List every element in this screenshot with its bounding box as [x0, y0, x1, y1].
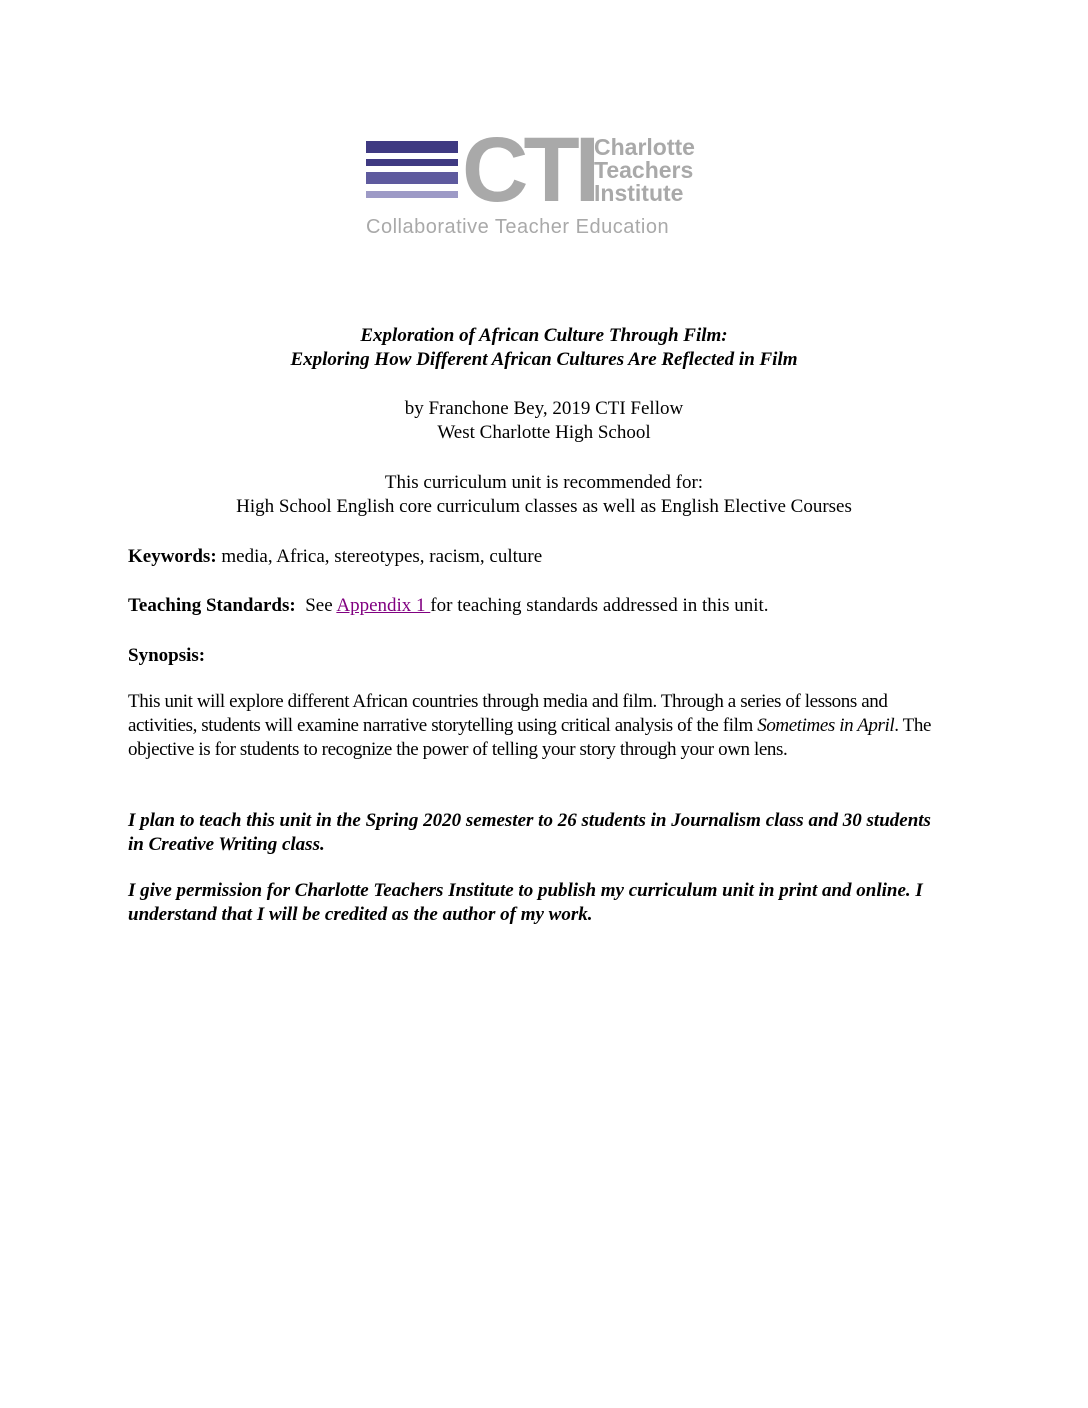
- logo-name: [594, 136, 695, 205]
- standards-see-text: See: [295, 595, 337, 616]
- cti-logo: [366, 119, 726, 242]
- keywords-value: media, Africa, stereotypes, racism, culture: [216, 546, 543, 567]
- logo-bar: [366, 172, 458, 184]
- logo-mark: CTI: [462, 119, 596, 221]
- synopsis-text-end: . The objective is for students to recognize the power of telling your story through your own lens.: [128, 715, 931, 760]
- recommendation-audience: High School English core curriculum classes as well as English Elective Courses: [236, 496, 852, 517]
- keywords-label: Keywords:: [128, 546, 217, 567]
- teaching-standards-line: [128, 594, 958, 618]
- permission-statement: I give permission for Charlotte Teachers Institute to publish my curriculum unit in print and online. I understand that I will be credited as the author of my work.: [128, 880, 923, 925]
- appendix-link[interactable]: Appendix 1: [336, 595, 431, 616]
- logo-tagline: Collaborative Teacher Education: [366, 216, 670, 238]
- recommendation-intro: This curriculum unit is recommended for:: [384, 472, 704, 493]
- film-title: Sometimes in April: [757, 715, 895, 736]
- unit-title: Exploration of African Culture Through Film:: [360, 325, 728, 346]
- logo-bars-graphic: [366, 141, 458, 211]
- standards-rest-text: for teaching standards addressed in this unit.: [430, 595, 769, 616]
- logo-bar: [366, 191, 458, 198]
- keywords-line: [128, 545, 958, 569]
- author-school: West Charlotte High School: [437, 422, 651, 443]
- unit-subtitle: Exploring How Different African Cultures Are Reflected in Film: [290, 349, 798, 370]
- logo-bar: [366, 141, 458, 153]
- logo-name-line: Teachers: [594, 157, 694, 183]
- logo-name-line: Institute: [594, 180, 684, 206]
- synopsis-heading: Synopsis:: [128, 645, 206, 666]
- logo-bar: [366, 159, 458, 166]
- logo-name-line: Charlotte: [594, 134, 695, 160]
- synopsis-text: This unit will explore different African countries through media and film. Through a series of lessons and activities, students will examine narrative storytelling using critical analysis of the film: [128, 691, 888, 736]
- plan-statement: I plan to teach this unit in the Spring 2020 semester to 26 students in Journalism class and 30 students in Creative Writing class.: [128, 810, 931, 855]
- synopsis-paragraph: [128, 690, 958, 762]
- author-byline: by Franchone Bey, 2019 CTI Fellow: [404, 398, 684, 419]
- teaching-standards-label: Teaching Standards:: [128, 595, 296, 616]
